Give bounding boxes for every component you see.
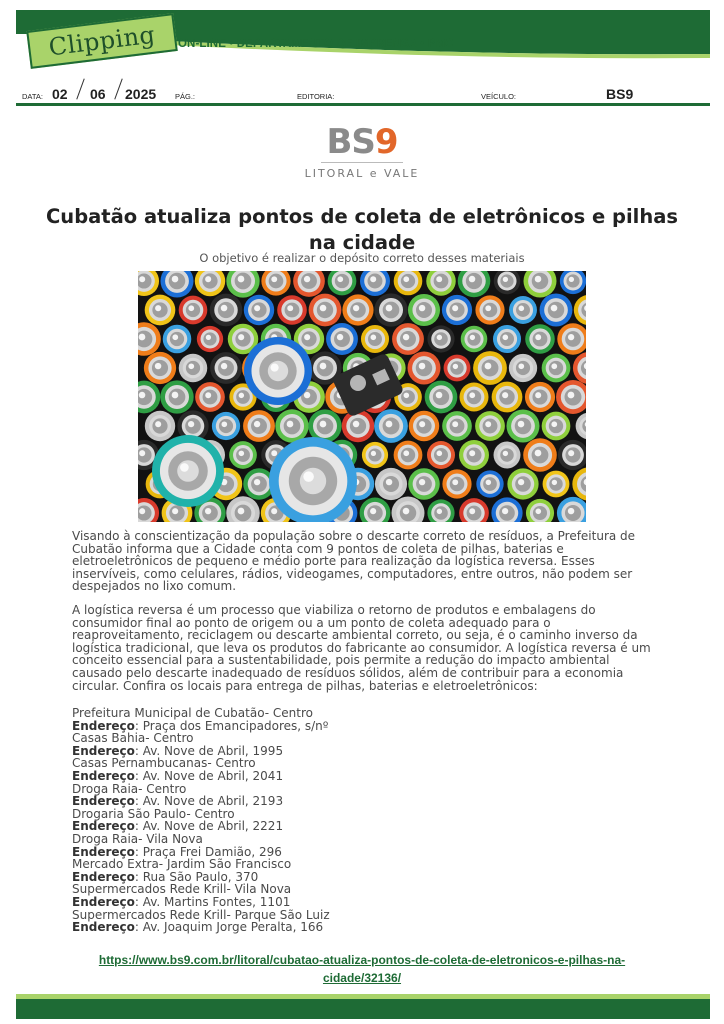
header-subtitle: ON-LINE • DEPARTAMENTO DE IMPRENSA • PMC — [178, 38, 454, 50]
logo-tagline: LITORAL e VALE — [304, 167, 420, 180]
batteries-photo — [138, 271, 586, 522]
date-month: 06 — [90, 86, 106, 102]
location-name: Droga Raia- Centro — [72, 781, 187, 796]
location-address: Endereço: Praça dos Emancipadores, s/nº — [72, 718, 329, 733]
editoria-label: EDITORIA: — [297, 92, 335, 101]
date-year: 2025 — [125, 86, 157, 102]
location-name: Droga Raia- Vila Nova — [72, 831, 203, 846]
veiculo-label: VEÍCULO: — [481, 92, 517, 101]
address-label: Endereço — [72, 844, 135, 859]
page-label: PÁG.: — [175, 92, 196, 101]
location-address: Endereço: Av. Nove de Abril, 2041 — [72, 768, 284, 783]
article-title: Cubatão atualiza pontos de coleta de eletrônicos e pilhas na cidade — [46, 205, 678, 254]
article-subtitle: O objetivo é realizar o depósito correto desses materiais — [199, 251, 525, 265]
meta-row — [18, 84, 708, 104]
batteries-image — [138, 271, 586, 522]
location-address: Endereço: Av. Joaquim Jorge Peralta, 166 — [72, 920, 324, 935]
bs9-logo — [300, 124, 424, 180]
date-separator — [76, 78, 84, 99]
address-label: Endereço — [72, 718, 135, 733]
location-address: Endereço: Av. Nove de Abril, 2221 — [72, 819, 284, 834]
address-label: Endereço — [72, 768, 135, 783]
address-label: Endereço — [72, 894, 135, 909]
location-name: Supermercados Rede Krill- Parque São Luiz — [72, 907, 330, 922]
source-link-line-2[interactable]: cidade/32136/ — [322, 971, 402, 985]
article-paragraph-2: A logística reversa é um processo que viabiliza o retorno de produtos e embalagens do consumidor final ao ponto de origem ou a um ponto de coleta adequado para o reaproveitamento, reciclagem ou descarte ambiental correto, ou seja, é o caminho inverso da logística tradicional, que leva os produtos do fabricante ao consumidor. A logística reversa é um conceito essencial para a sustentabilidade, pois permite a redução do impacto ambiental causado pelo descarte inadequado de resíduos sólidos, além de contribuir para a economia circular. Confira os locais para entrega de pilhas, baterias e eletroeletrônicos: — [72, 603, 651, 693]
source-link-line-1[interactable]: https://www.bs9.com.br/litoral/cubatao-atualiza-pontos-de-coleta-de-eletronicos-e-pilhas-na- — [98, 953, 626, 967]
address-label: Endereço — [72, 920, 135, 935]
date-label: DATA: — [22, 92, 43, 101]
clipping-tag-label: Clipping — [47, 20, 157, 62]
footer-band — [16, 999, 710, 1019]
location-address: Endereço: Praça Frei Damião, 296 — [72, 844, 282, 859]
address-label: Endereço — [72, 819, 135, 834]
location-name: Prefeitura Municipal de Cubatão- Centro — [72, 706, 314, 720]
article-paragraph-1: Visando à conscientização da população sobre o descarte correto de resíduos, a Prefeitura de Cubatão informa que a Cidade conta com 9 pontos de coleta de pilhas, baterias e eletroeletrônicos de pequeno e médio porte para realização da logística reversa. Esses inservíveis, como celulares, rádios, videogames, computadores, entre outros, não podem ser despejados no lixo comum. — [72, 529, 636, 594]
address-label: Endereço — [72, 869, 135, 884]
logo-letters: BS — [326, 122, 375, 162]
location-address: Endereço: Rua São Paulo, 370 — [72, 869, 259, 884]
date-separator — [114, 78, 122, 99]
veiculo-value: BS9 — [606, 86, 634, 102]
location-name: Supermercados Rede Krill- Vila Nova — [72, 882, 292, 897]
address-label: Endereço — [72, 743, 135, 758]
location-name: Drogaria São Paulo- Centro — [72, 806, 235, 821]
address-label: Endereço — [72, 794, 135, 809]
location-name: Mercado Extra- Jardim São Francisco — [72, 857, 292, 872]
location-name: Casas Pernambucanas- Centro — [72, 756, 256, 771]
locations-list — [72, 707, 662, 934]
location-address: Endereço: Av. Nove de Abril, 2193 — [72, 794, 284, 809]
location-address: Endereço: Av. Nove de Abril, 1995 — [72, 743, 284, 758]
logo-number: 9 — [374, 122, 398, 162]
location-name: Casas Bahia- Centro — [72, 731, 194, 746]
logo-divider — [321, 162, 403, 163]
location-address: Endereço: Av. Martins Fontes, 1101 — [72, 894, 291, 909]
date-day: 02 — [52, 86, 68, 102]
meta-divider — [16, 103, 710, 106]
source-link[interactable] — [40, 951, 684, 987]
